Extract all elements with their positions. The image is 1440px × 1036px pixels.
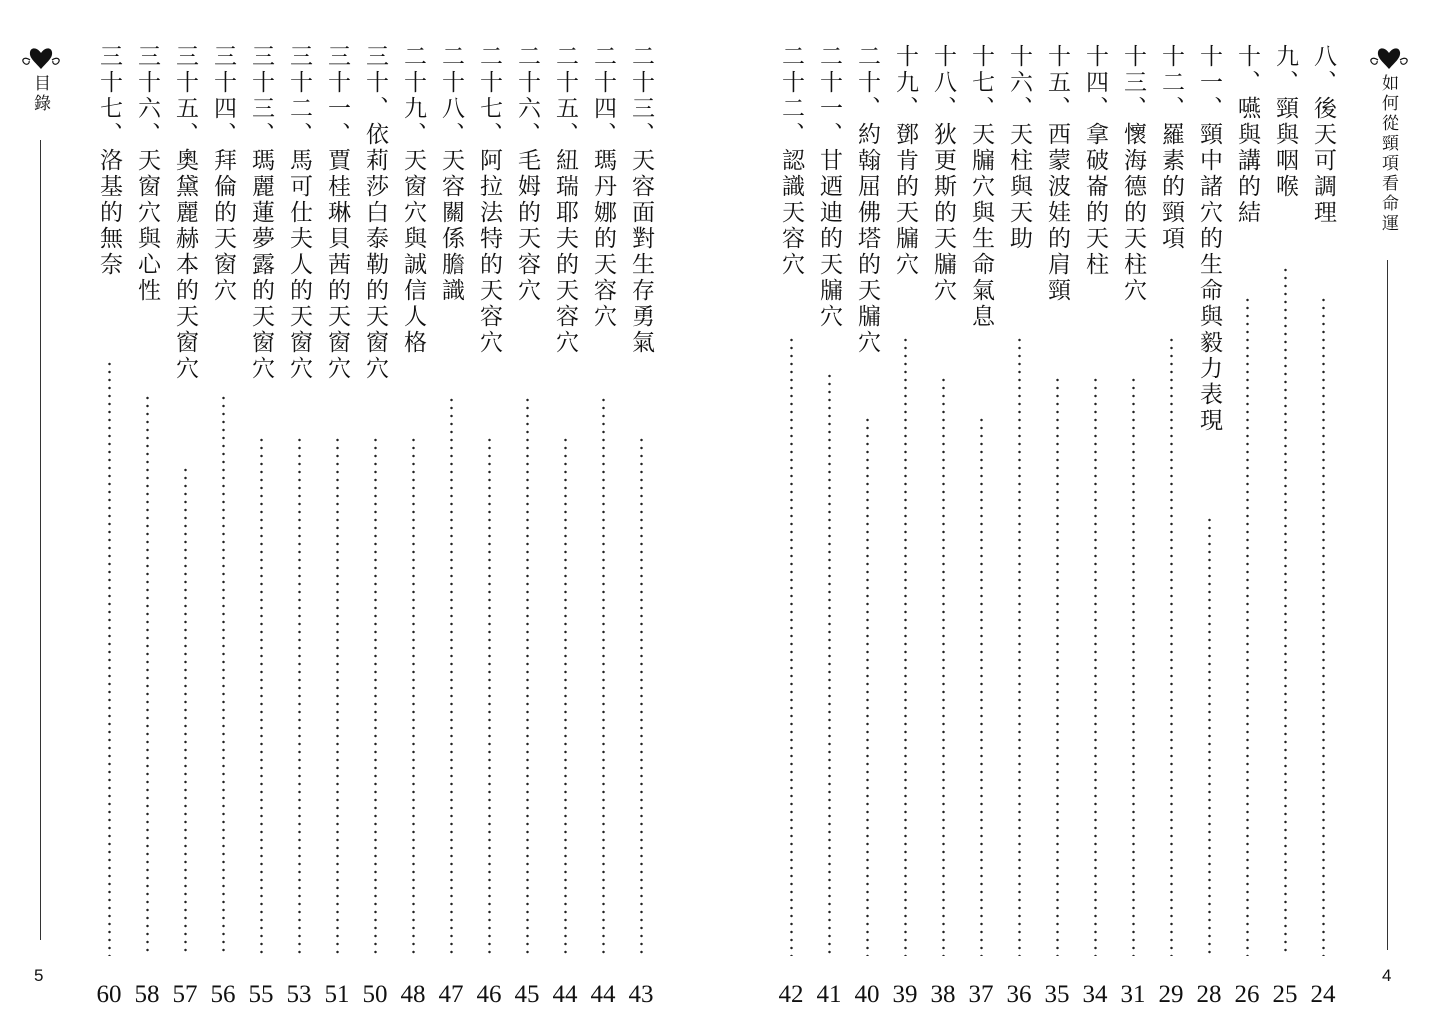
entry-title: 十三、懷海德的天柱穴 — [1120, 44, 1146, 304]
side-rule — [40, 140, 41, 940]
toc-entry — [320, 44, 354, 1012]
toc-entry — [926, 44, 960, 1012]
toc-entry — [964, 44, 998, 1012]
entry-page: 46 — [476, 981, 502, 1008]
entry-title: 九、頸與咽喉 — [1272, 44, 1298, 200]
entry-page: 42 — [778, 981, 804, 1008]
dot-leader — [1132, 376, 1135, 956]
toc-entry — [586, 44, 620, 1012]
toc-entry — [774, 44, 808, 1012]
entry-page: 41 — [816, 981, 842, 1008]
entry-title: 三十六、天窗穴與心性 — [134, 44, 160, 304]
entry-title: 二十、約翰屈佛塔的天牖穴 — [854, 44, 880, 356]
dot-leader — [336, 436, 339, 956]
toc-entry — [396, 44, 430, 1012]
toc-entry — [1154, 44, 1188, 1012]
dot-leader — [146, 394, 149, 956]
dot-leader — [1170, 336, 1173, 956]
toc-entry — [1230, 44, 1264, 1012]
entry-page: 47 — [438, 981, 464, 1008]
entry-page: 24 — [1310, 981, 1336, 1008]
toc-entry — [548, 44, 582, 1012]
dot-leader — [222, 394, 225, 956]
toc-entry — [434, 44, 468, 1012]
book-title: 如何從頸項看命運 — [1378, 74, 1398, 234]
entry-page: 50 — [362, 981, 388, 1008]
toc-entry — [92, 44, 126, 1012]
dot-leader — [412, 436, 415, 956]
entry-title: 三十四、拜倫的天窗穴 — [210, 44, 236, 304]
toc-entry — [282, 44, 316, 1012]
entry-title: 二十九、天窗穴與誠信人格 — [400, 44, 426, 356]
entry-title: 二十五、紐瑞耶夫的天容穴 — [552, 44, 578, 356]
entry-page: 48 — [400, 981, 426, 1008]
entry-page: 45 — [514, 981, 540, 1008]
entry-title: 二十六、毛姆的天容穴 — [514, 44, 540, 304]
dot-leader — [374, 436, 377, 956]
dot-leader — [488, 436, 491, 956]
dot-leader — [1056, 376, 1059, 956]
entry-page: 56 — [210, 981, 236, 1008]
entry-page: 60 — [96, 981, 122, 1008]
dot-leader — [904, 336, 907, 956]
dot-leader — [564, 436, 567, 956]
entry-title: 二十二、認識天容穴 — [778, 44, 804, 278]
dot-leader — [1208, 516, 1211, 956]
toc-entry — [850, 44, 884, 1012]
dot-leader — [526, 396, 529, 956]
entry-title: 十八、狄更斯的天牖穴 — [930, 44, 956, 304]
entry-title: 二十八、天容關係膽識 — [438, 44, 464, 304]
toc-entry — [624, 44, 658, 1012]
toc-entry — [1306, 44, 1340, 1012]
entry-page: 57 — [172, 981, 198, 1008]
entry-page: 39 — [892, 981, 918, 1008]
toc-entry — [812, 44, 846, 1012]
dot-leader — [1284, 266, 1287, 956]
entry-page: 29 — [1158, 981, 1184, 1008]
dot-leader — [942, 376, 945, 956]
entry-page: 31 — [1120, 981, 1146, 1008]
entry-title: 十五、西蒙波娃的肩頸 — [1044, 44, 1070, 304]
toc-entry — [1192, 44, 1226, 1012]
side-rule — [1387, 260, 1388, 950]
entry-page: 58 — [134, 981, 160, 1008]
toc-entry — [130, 44, 164, 1012]
entry-title: 三十五、奧黛麗赫本的天窗穴 — [172, 44, 198, 382]
entry-page: 51 — [324, 981, 350, 1008]
entry-title: 十、嚥與講的結 — [1234, 44, 1260, 226]
dot-leader — [828, 372, 831, 956]
toc-entry — [1040, 44, 1074, 1012]
entry-title: 十九、鄧肯的天牖穴 — [892, 44, 918, 278]
toc-entry — [358, 44, 392, 1012]
dot-leader — [298, 436, 301, 956]
dot-leader — [980, 416, 983, 956]
entry-page: 37 — [968, 981, 994, 1008]
entry-page: 43 — [628, 981, 654, 1008]
entry-page: 44 — [590, 981, 616, 1008]
toc-entry — [1078, 44, 1112, 1012]
entry-title: 三十二、馬可仕夫人的天窗穴 — [286, 44, 312, 382]
entry-page: 38 — [930, 981, 956, 1008]
entry-title: 十四、拿破崙的天柱 — [1082, 44, 1108, 278]
dot-leader — [790, 336, 793, 956]
dot-leader — [602, 396, 605, 956]
entry-page: 26 — [1234, 981, 1260, 1008]
section-label: 目錄 — [30, 74, 50, 114]
page-number: 5 — [34, 966, 44, 985]
heart-ornament-icon — [1366, 42, 1412, 72]
entry-title: 三十、依莉莎白泰勒的天窗穴 — [362, 44, 388, 382]
toc-entry — [1002, 44, 1036, 1012]
entry-title: 三十三、瑪麗蓮夢露的天窗穴 — [248, 44, 274, 382]
toc-entry — [244, 44, 278, 1012]
entry-title: 二十七、阿拉法特的天容穴 — [476, 44, 502, 356]
dot-leader — [1018, 336, 1021, 956]
dot-leader — [184, 466, 187, 956]
entry-page: 34 — [1082, 981, 1108, 1008]
entry-title: 二十三、天容面對生存勇氣 — [628, 44, 654, 356]
dot-leader — [260, 436, 263, 956]
heart-ornament-icon — [18, 42, 64, 72]
toc-entry — [472, 44, 506, 1012]
entry-page: 28 — [1196, 981, 1222, 1008]
page-number: 4 — [1382, 966, 1392, 985]
right-page — [720, 0, 1440, 1036]
entry-page: 36 — [1006, 981, 1032, 1008]
dot-leader — [108, 360, 111, 956]
entry-title: 十七、天牖穴與生命氣息 — [968, 44, 994, 330]
entry-title: 十二、羅素的頸項 — [1158, 44, 1184, 252]
entry-title: 八、後天可調理 — [1310, 44, 1336, 226]
entry-page: 25 — [1272, 981, 1298, 1008]
dot-leader — [1322, 296, 1325, 956]
dot-leader — [1094, 376, 1097, 956]
entry-page: 53 — [286, 981, 312, 1008]
dot-leader — [450, 396, 453, 956]
entry-title: 二十一、甘迺迪的天牖穴 — [816, 44, 842, 330]
entry-page: 44 — [552, 981, 578, 1008]
entry-page: 35 — [1044, 981, 1070, 1008]
toc-entry — [206, 44, 240, 1012]
dot-leader — [866, 416, 869, 956]
entry-title: 十六、天柱與天助 — [1006, 44, 1032, 252]
entry-title: 十一、頸中諸穴的生命與毅力表現 — [1196, 44, 1222, 434]
toc-entry — [1268, 44, 1302, 1012]
dot-leader — [1246, 296, 1249, 956]
toc-entry — [1116, 44, 1150, 1012]
entry-title: 三十一、賈桂琳貝茜的天窗穴 — [324, 44, 350, 382]
entry-page: 40 — [854, 981, 880, 1008]
dot-leader — [640, 436, 643, 956]
toc-entry — [510, 44, 544, 1012]
entry-title: 二十四、瑪丹娜的天容穴 — [590, 44, 616, 330]
toc-entry — [888, 44, 922, 1012]
entry-title: 三十七、洛基的無奈 — [96, 44, 122, 278]
entry-page: 55 — [248, 981, 274, 1008]
toc-entry — [168, 44, 202, 1012]
